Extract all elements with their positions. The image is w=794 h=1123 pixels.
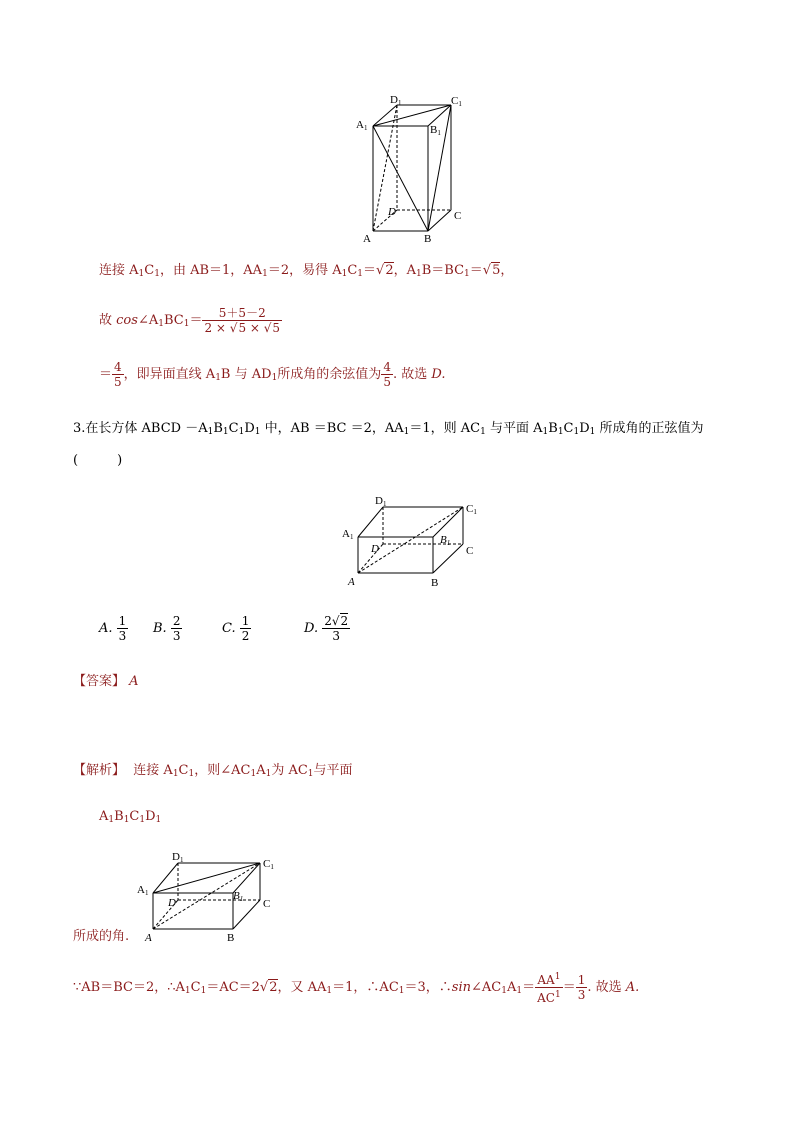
analysis-line-4: ∵AB＝BC＝2，$\therefore A_1C_1=AC=2√2$，又 $AA_1=1$，$\therefore AC_1=3$，$\therefore\sin\angle AC_1A_1=$ $\frac{AA^1}{AC^1}$ ＝ $\frac{1}{3}$ . 故选 A. [73,972,640,1005]
solution-line-1: 连接 $A_1C_1$，由 AB＝1，$AA_1=2$，易得 $A_1C_1=√2$，$A_1B=BC_1=√5$， [99,263,514,279]
solution-line-2: 故 $\cos\angle A_1BC_1=$ $\frac{5+5-2}{2 \times √5 \times √5}$ [99,306,281,335]
label-d1: D1 [390,94,402,107]
fraction-4-5-b: $\frac{4}{5}$ [383,360,391,389]
label-c: C [263,898,271,910]
label-d: D [371,543,379,555]
edge [433,507,463,537]
label-b1: B1 [430,124,441,137]
figure-box-flat [338,490,488,590]
edge [358,507,383,537]
label-b: B [431,577,439,589]
label-d: D [388,206,396,218]
answer-line [73,673,139,691]
answer-label: 【答案】 [73,674,126,689]
figure-box-analysis [136,845,286,945]
fraction-aa1-ac1: $\frac{AA^1}{AC^1}$ [537,972,561,1005]
label-b: B [424,233,432,245]
label-c1: C1 [263,858,274,871]
label-a1: A1 [342,528,354,541]
question-stem: 3.在长方体 ABCD $-A_1B_1C_1D_1$ 中，AB ＝BC ＝2，$AA_1=1$，则 $AC_1$ 与平面 $A_1B_1C_1D_1$ 所成角的正弦值为 [73,421,704,437]
label-c1: C1 [451,95,462,108]
edge [433,544,463,573]
label-a: A [348,576,355,588]
label-d1: D1 [172,851,184,864]
label-b1: B1 [440,534,451,547]
options-row [99,614,379,654]
diagonal-a1c1 [153,863,260,893]
option-d[interactable]: D. $\frac{2√2}{3}$ [304,614,349,643]
fraction-4-5: $\frac{4}{5}$ [114,360,122,389]
label-b: B [227,932,235,944]
analysis-line-1: 【解析】 连接 $A_1C_1$，则$\angle AC_1A_1$为 $AC_1$与平面 [73,763,353,779]
label-a: A [145,932,152,944]
solution-line-3: ＝ $\frac{4}{5}$ ，即异面直线 $A_1B$ 与 $AD_1$所成角的余弦值为 $\frac{4}{5}$ . 故选 D. [99,360,446,389]
label-c: C [454,210,462,222]
label-b1: B1 [233,890,244,903]
fraction-1-3: $\frac{1}{3}$ [577,973,586,1002]
label-a1: A1 [356,119,368,132]
answer-paren: ( ) [73,453,123,468]
figure-prism-tall [350,90,475,250]
diagonal-a1b [373,126,428,231]
analysis-line-3: 所成的角. [73,929,130,944]
label-a: A [363,233,371,245]
hidden-diagonal-ac1 [153,863,260,929]
label-c1: C1 [466,503,477,516]
option-a[interactable]: A. $\frac{1}{3}$ [99,614,127,643]
analysis-line-2: $A_1B_1C_1D_1$ [99,809,162,825]
fraction-cosine: $\frac{5+5-2}{2 \times √5 \times √5}$ [204,306,281,335]
label-d1: D1 [375,495,387,508]
option-b[interactable]: B. $\frac{2}{3}$ [153,614,181,643]
option-c[interactable]: C. $\frac{1}{2}$ [222,614,250,643]
answer-value: A [129,674,139,689]
edge [153,863,178,893]
edge [233,900,260,929]
label-c: C [466,545,474,557]
label-d: D [168,897,176,909]
analysis-label: 【解析】 [73,763,126,778]
label-a1: A1 [137,884,149,897]
edge [233,863,260,893]
